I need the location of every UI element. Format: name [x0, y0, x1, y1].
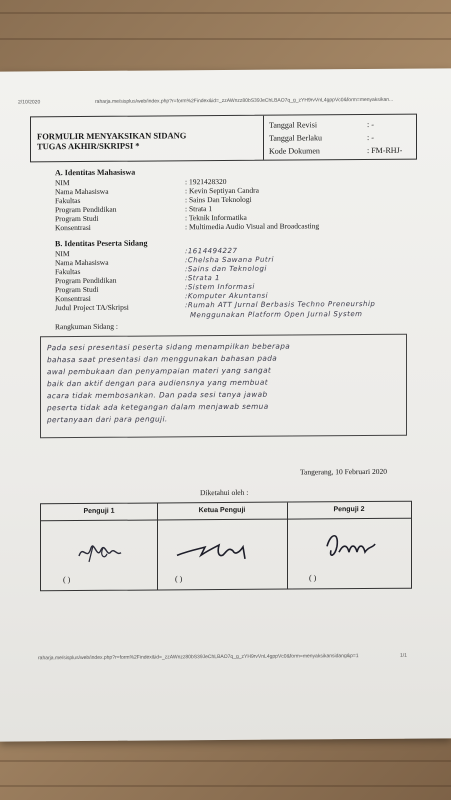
print-date: 2/10/2020	[18, 99, 41, 106]
summary-box	[40, 334, 407, 439]
a-value-fakultas: : Sains Dan Teknologi	[185, 194, 252, 205]
summary-line: pertanyaan dari para penguji.	[47, 414, 168, 425]
signature-table	[40, 501, 412, 592]
place-date: Tangerang, 10 Februari 2020	[300, 466, 387, 477]
form-header-box	[30, 114, 417, 163]
rangkuman-label: Rangkuman Sidang :	[55, 321, 118, 332]
b-label-fakultas: Fakultas	[55, 267, 81, 277]
summary-line: Pada sesi presentasi peserta sidang menampilkan beberapa	[47, 341, 291, 353]
meta-value-berlaku: : -	[367, 132, 374, 143]
b-value-judul-cont: Menggunakan Platform Open Jurnal System	[190, 310, 363, 320]
signature-penguji-2	[287, 522, 411, 573]
summary-line: awal pembukaan dan penyampaian materi yang sangat	[47, 365, 272, 377]
b-label-program-studi: Program Studi	[55, 284, 99, 295]
a-label-konsentrasi: Konsentrasi	[55, 222, 91, 233]
a-label-program-studi: Program Studi	[55, 213, 99, 224]
meta-label-kode: Kode Dokumen	[269, 146, 320, 156]
b-label-konsentrasi: Konsentrasi	[55, 293, 91, 304]
signature-ketua-penguji	[157, 525, 287, 576]
signature-name-blank: ( )	[309, 573, 317, 583]
meta-value-revisi: : -	[367, 119, 374, 130]
signature-cell-ketua	[157, 503, 288, 590]
b-value-nim: :1614494227	[185, 246, 238, 256]
meta-label-berlaku: Tanggal Berlaku	[269, 133, 322, 143]
footer-page: 1/1	[400, 652, 407, 659]
section-b-heading: B. Identitas Peserta Sidang	[55, 238, 148, 249]
known-by-label: Diketahui oleh :	[200, 487, 249, 498]
a-label-nim: NIM	[55, 178, 70, 188]
print-url: raharja.me/sisplus/web/index.php?r=form%2Findex&id=_zzAWnzz80bS39JeChLBAO7q_g_zYH9rvVnL4gppVc0&form=menyaksikan...	[95, 96, 394, 105]
signature-role: Penguji 2	[287, 502, 411, 520]
a-label-fakultas: Fakultas	[55, 196, 81, 206]
b-value-program-studi: :Sistem Informasi	[185, 282, 255, 292]
section-a-heading: A. Identitas Mahasiswa	[55, 167, 136, 178]
signature-cell-penguji-2	[287, 502, 411, 589]
b-value-program-pendidikan: :Strata 1	[185, 274, 220, 283]
b-label-nim: NIM	[55, 249, 70, 259]
b-value-judul: :Rumah ATT Jurnal Berbasis Techno Preneurship	[185, 299, 376, 310]
b-label-nama: Nama Mahasiswa	[55, 257, 109, 268]
signature-name-blank: ( )	[175, 574, 183, 584]
b-label-judul: Judul Project TA/Skripsi	[55, 302, 129, 313]
a-value-konsentrasi: : Multimedia Audio Visual and Broadcasting	[185, 221, 320, 232]
signature-cell-penguji-1	[41, 503, 158, 590]
form-title: FORMULIR MENYAKSIKAN SIDANG	[37, 130, 187, 142]
footer-url: raharja.me/sisplus/web/index.php?r=form%2Findex&id=_zzAWnzz80bS39JeChLBAO7q_g_zYH9rvVnL4gppVc0&form=menyaksikansidang&p=1	[38, 653, 359, 662]
a-value-nama: : Kevin Septiyan Candra	[185, 185, 259, 196]
a-label-nama: Nama Mahasiswa	[55, 186, 109, 197]
document-page	[0, 68, 451, 741]
signature-role: Penguji 1	[41, 503, 157, 521]
b-value-fakultas: :Sains dan Teknologi	[185, 264, 267, 274]
b-label-program-pendidikan: Program Pendidikan	[55, 275, 117, 286]
a-value-program-studi: : Teknik Informatika	[185, 212, 247, 223]
summary-line: acara tidak membosankan. Dan pada sesi tanya jawab	[47, 389, 268, 401]
a-value-program-pendidikan: : Strata 1	[185, 204, 213, 214]
form-title-cell	[31, 116, 264, 162]
form-subtitle: TUGAS AKHIR/SKRIPSI *	[37, 140, 140, 152]
meta-value-kode: : FM-RHJ-	[367, 145, 403, 156]
summary-line: peserta tidak ada ketegangan dalam menjawab semua	[47, 401, 269, 413]
signature-name-blank: ( )	[63, 575, 71, 585]
a-label-program-pendidikan: Program Pendidikan	[55, 204, 117, 215]
a-value-nim: : 1921428320	[185, 176, 227, 187]
summary-line: baik dan aktif dengan para audiensnya yang membuat	[47, 377, 268, 389]
summary-line: bahasa saat presentasi dan menggunakan bahasan pada	[47, 353, 278, 365]
meta-label-revisi: Tanggal Revisi	[269, 120, 318, 130]
b-value-nama: :Chelsha Sawana Putri	[185, 255, 274, 265]
b-value-konsentrasi: :Komputer Akuntansi	[185, 291, 269, 301]
signature-penguji-1	[41, 525, 157, 576]
signature-role: Ketua Penguji	[157, 503, 287, 521]
